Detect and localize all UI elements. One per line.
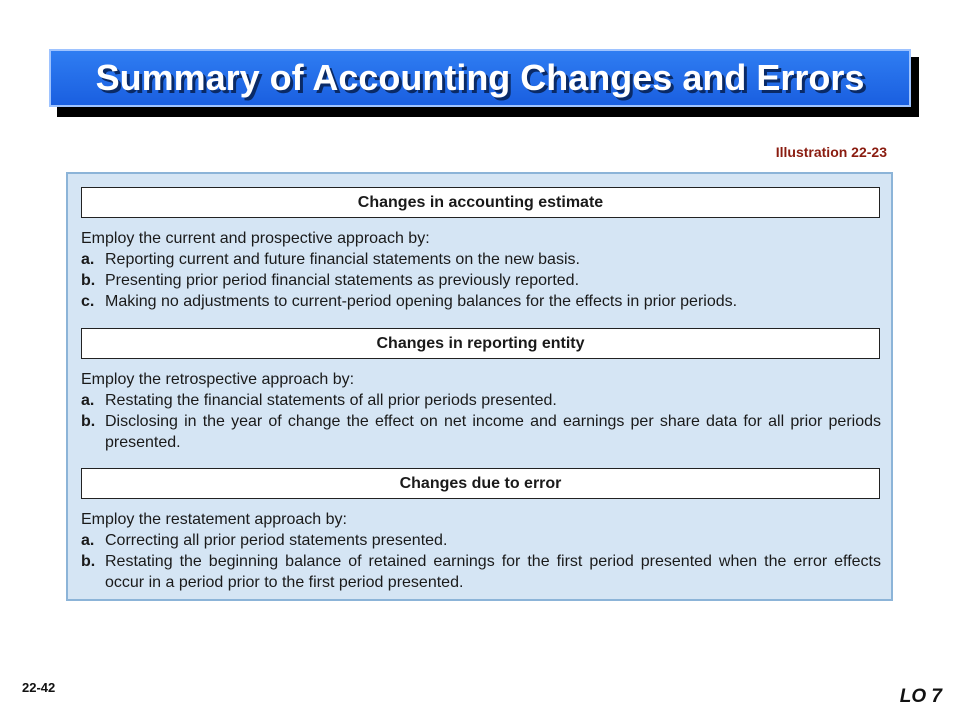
- section-intro: Employ the current and prospective approach by:: [81, 230, 430, 247]
- list-item: [81, 249, 881, 270]
- item-letter: b.: [81, 553, 96, 570]
- section-header-estimate: Changes in accounting estimate: [81, 187, 880, 218]
- title-banner: [49, 49, 911, 107]
- list-item: [81, 270, 881, 291]
- item-letter: a.: [81, 251, 95, 268]
- item-text: Reporting current and future financial statements on the new basis.: [105, 251, 580, 268]
- item-text: Restating the beginning balance of retained earnings for the first period presented when the error effects occur in a period prior to the first period presented.: [105, 553, 881, 591]
- section-intro: Employ the retrospective approach by:: [81, 371, 355, 388]
- section-body-error: [81, 509, 881, 593]
- item-text: Restating the financial statements of all prior periods presented.: [105, 392, 557, 409]
- item-letter: a.: [81, 392, 95, 409]
- section-intro: Employ the restatement approach by:: [81, 511, 347, 528]
- item-text: Correcting all prior period statements presented.: [105, 532, 448, 549]
- list-item: [81, 291, 881, 312]
- slide-title: Summary of Accounting Changes and Errors: [95, 57, 865, 98]
- list-item: [81, 530, 881, 551]
- item-letter: b.: [81, 413, 96, 430]
- item-text: Disclosing in the year of change the effect on net income and earnings per share data for all prior periods presented.: [105, 413, 881, 451]
- section-header-error: Changes due to error: [81, 468, 880, 499]
- item-letter: b.: [81, 272, 96, 289]
- list-item: [81, 551, 881, 593]
- list-item: [81, 411, 881, 453]
- section-body-reporting-entity: [81, 369, 881, 453]
- item-letter: a.: [81, 532, 95, 549]
- slide-number: 22-42: [22, 680, 56, 695]
- list-item: [81, 390, 881, 411]
- section-body-estimate: [81, 228, 881, 312]
- item-letter: c.: [81, 293, 95, 310]
- illustration-label: Illustration 22-23: [775, 144, 887, 160]
- item-text: Making no adjustments to current-period opening balances for the effects in prior periods.: [105, 293, 738, 310]
- item-text: Presenting prior period financial statements as previously reported.: [105, 272, 580, 289]
- summary-panel: [66, 172, 893, 601]
- learning-objective: LO 7: [899, 686, 942, 707]
- section-header-reporting-entity: Changes in reporting entity: [81, 328, 880, 359]
